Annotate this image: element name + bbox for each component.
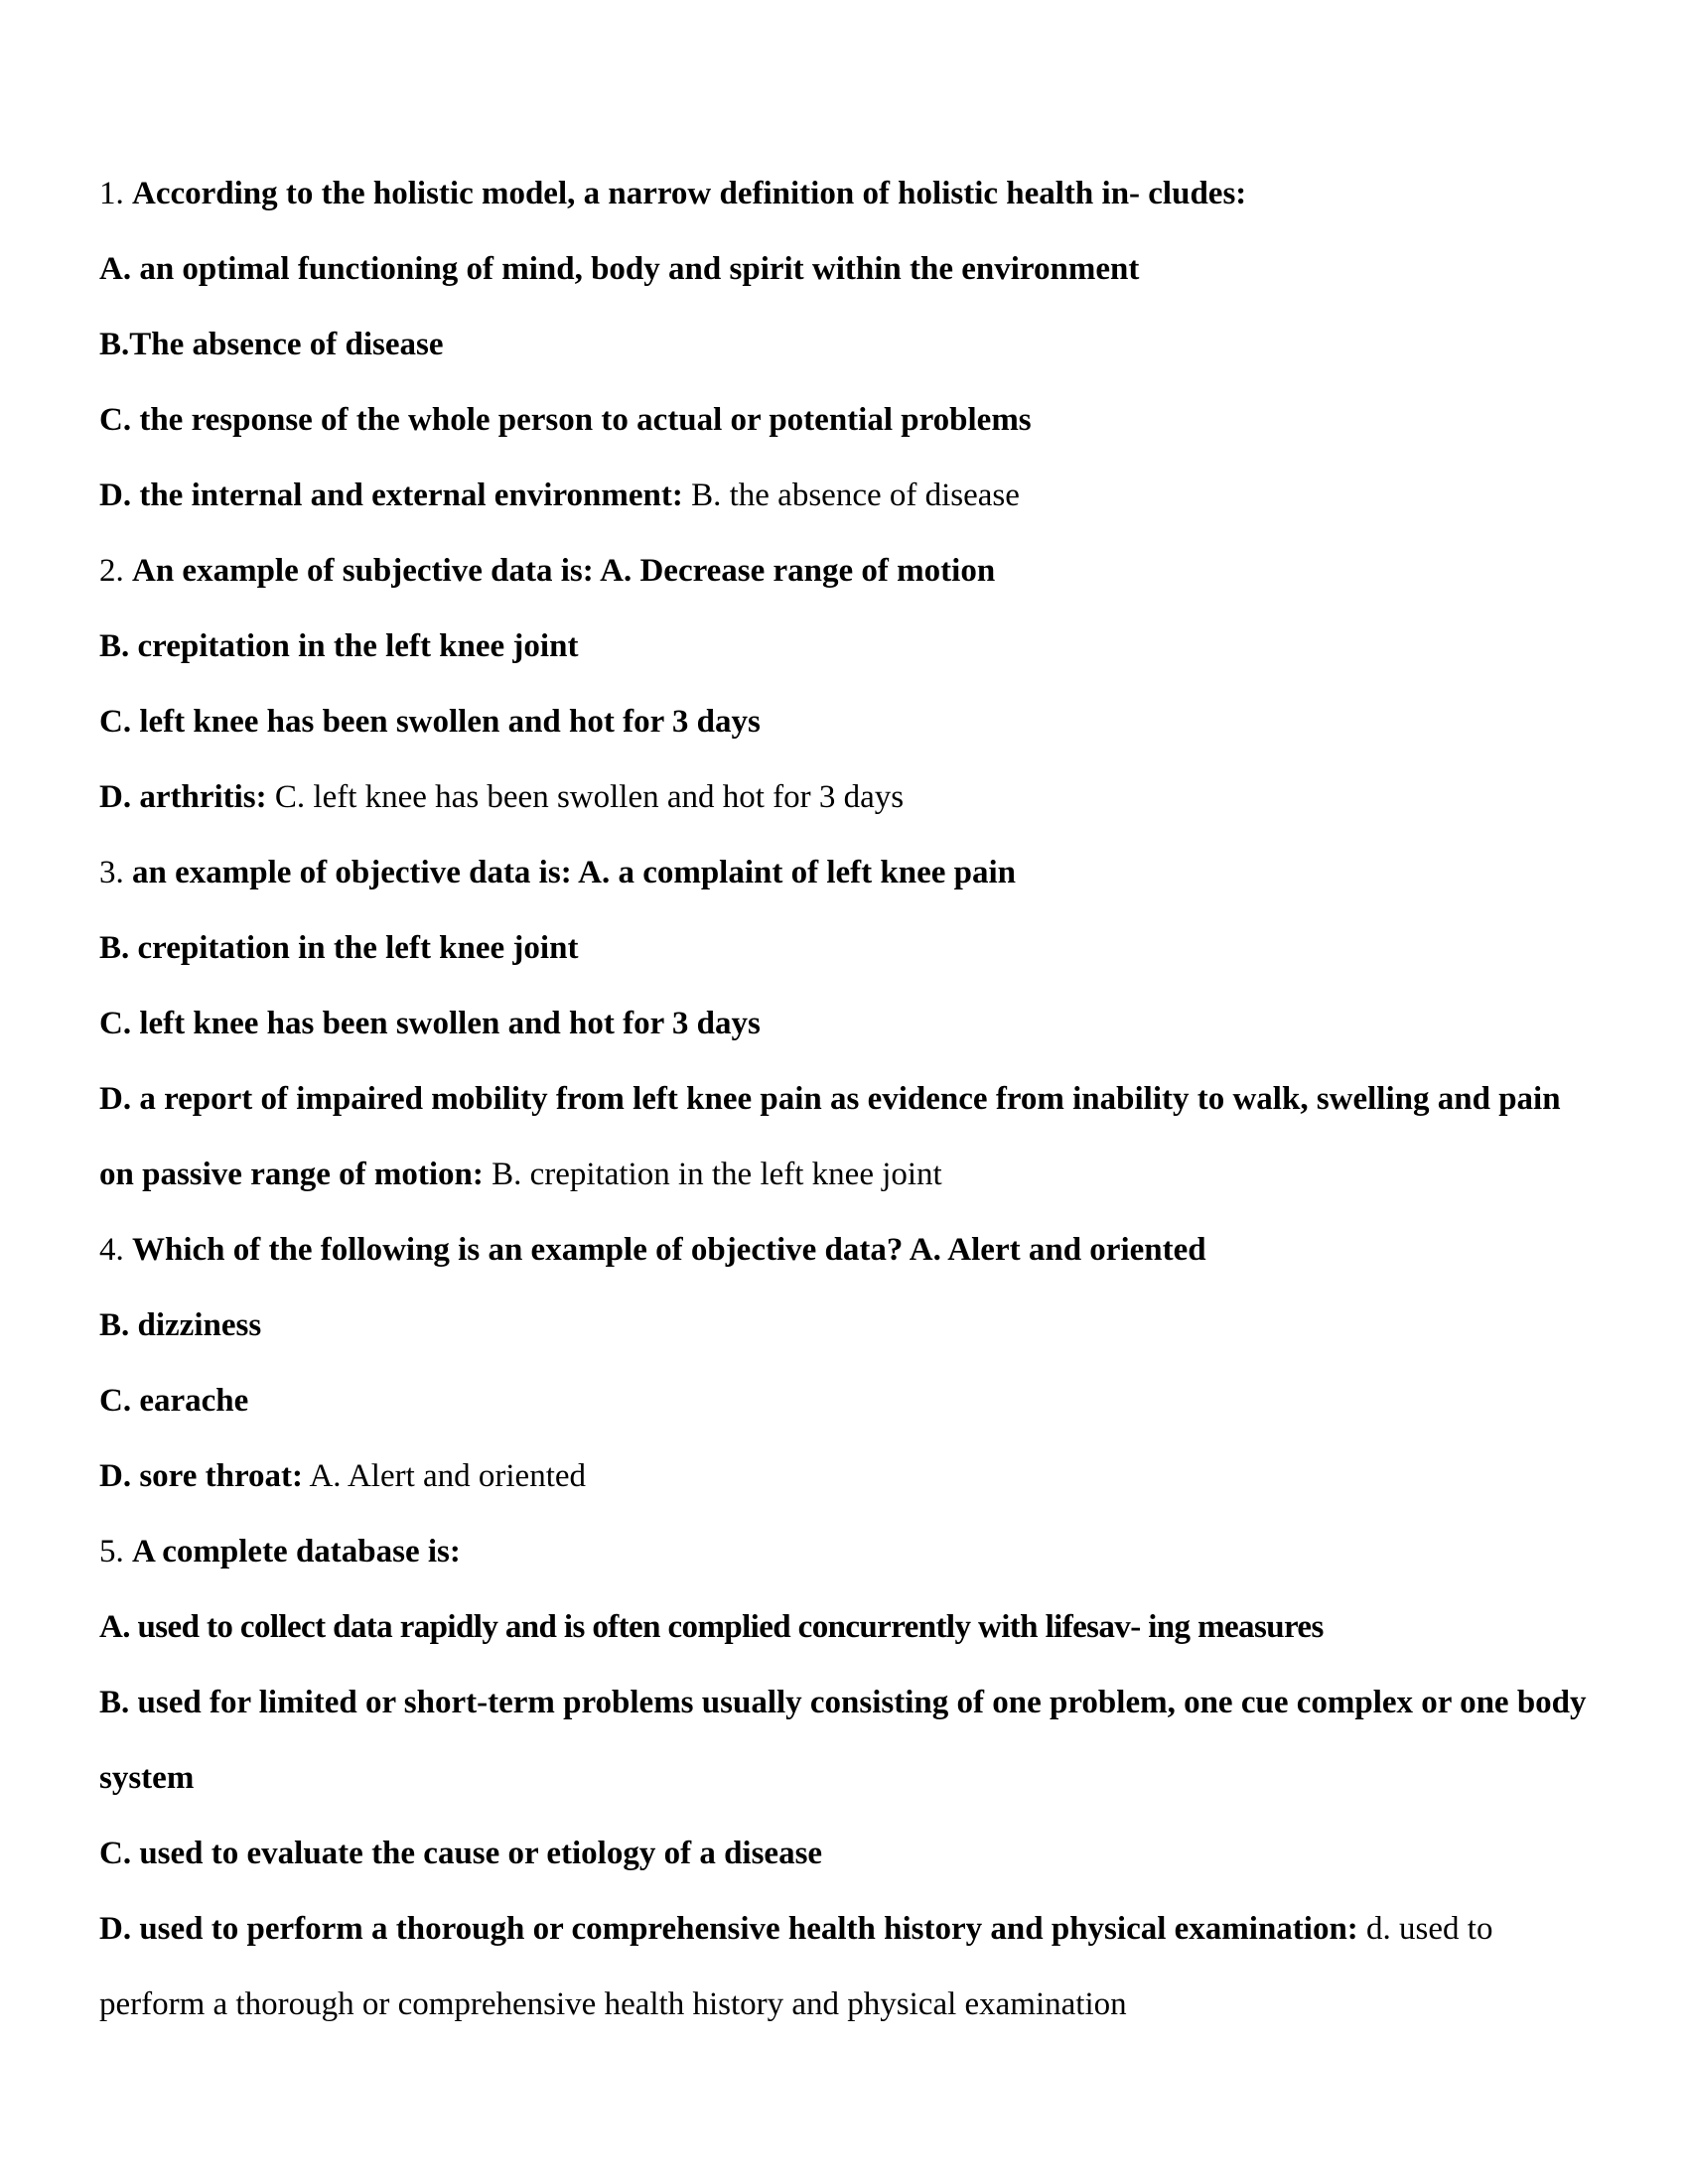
question-3-option-d-line1: D. a report of impaired mobility from left knee pain as evidence from inability to walk, swelling and pain: [99, 1081, 1561, 1117]
answer-text: B. crepitation in the left knee joint: [492, 1157, 942, 1192]
question-2-option-d: [99, 777, 1609, 817]
question-1-option-b: B.The absence of disease: [99, 327, 444, 362]
question-5-option-b-line2: system: [99, 1760, 195, 1796]
option-text: D. the internal and external environment:: [99, 478, 683, 513]
question-number: 5.: [99, 1534, 124, 1570]
question-1-option-d: [99, 476, 1609, 515]
question-number: 3.: [99, 855, 124, 890]
question-3-option-c: C. left knee has been swollen and hot for 3 days: [99, 1006, 761, 1041]
option-text: D. used to perform a thorough or comprehensive health history and physical examination:: [99, 1911, 1358, 1947]
question-5-option-d: [99, 1909, 1609, 1949]
question-5-answer-line2: perform a thorough or comprehensive health history and physical examination: [99, 1986, 1127, 2022]
question-text: An example of subjective data is: A. Decrease range of motion: [132, 553, 996, 589]
question-number: 2.: [99, 553, 124, 589]
answer-text: C. left knee has been swollen and hot for 3 days: [274, 779, 905, 815]
answer-text: B. the absence of disease: [691, 478, 1020, 513]
option-text: D. arthritis:: [99, 779, 267, 815]
question-2-stem: [99, 551, 1609, 591]
question-text: Which of the following is an example of objective data? A. Alert and oriented: [132, 1232, 1206, 1268]
question-2-option-c: C. left knee has been swollen and hot for 3 days: [99, 704, 761, 740]
question-5-stem: [99, 1532, 1609, 1571]
question-1-option-c: C. the response of the whole person to actual or potential problems: [99, 402, 1032, 438]
question-5-option-c: C. used to evaluate the cause or etiology of a disease: [99, 1836, 823, 1871]
question-text: A complete database is:: [132, 1534, 461, 1570]
question-5-option-a: A. used to collect data rapidly and is often complied concurrently with lifesav- ing measures: [99, 1609, 1324, 1645]
question-number: 4.: [99, 1232, 124, 1268]
answer-text: A. Alert and oriented: [309, 1458, 587, 1494]
question-4-option-b: B. dizziness: [99, 1307, 262, 1343]
question-number: 1.: [99, 176, 124, 211]
question-4-option-d: [99, 1456, 1609, 1496]
question-3-option-b: B. crepitation in the left knee joint: [99, 930, 579, 966]
question-1-option-a: A. an optimal functioning of mind, body and spirit within the environment: [99, 251, 1140, 287]
option-text: D. sore throat:: [99, 1458, 303, 1494]
question-3-option-d-line2: [99, 1155, 1609, 1194]
option-text: on passive range of motion:: [99, 1157, 484, 1192]
question-4-stem: [99, 1230, 1609, 1270]
question-1-stem: [99, 174, 1609, 213]
question-text: an example of objective data is: A. a complaint of left knee pain: [132, 855, 1017, 890]
question-2-option-b: B. crepitation in the left knee joint: [99, 628, 579, 664]
question-3-stem: [99, 853, 1609, 892]
question-4-option-c: C. earache: [99, 1383, 249, 1419]
answer-text: d. used to: [1366, 1911, 1493, 1947]
question-text: According to the holistic model, a narrow definition of holistic health in- cludes:: [132, 176, 1247, 211]
question-5-option-b-line1: B. used for limited or short-term problems usually consisting of one problem, one cue complex or one body: [99, 1685, 1587, 1720]
